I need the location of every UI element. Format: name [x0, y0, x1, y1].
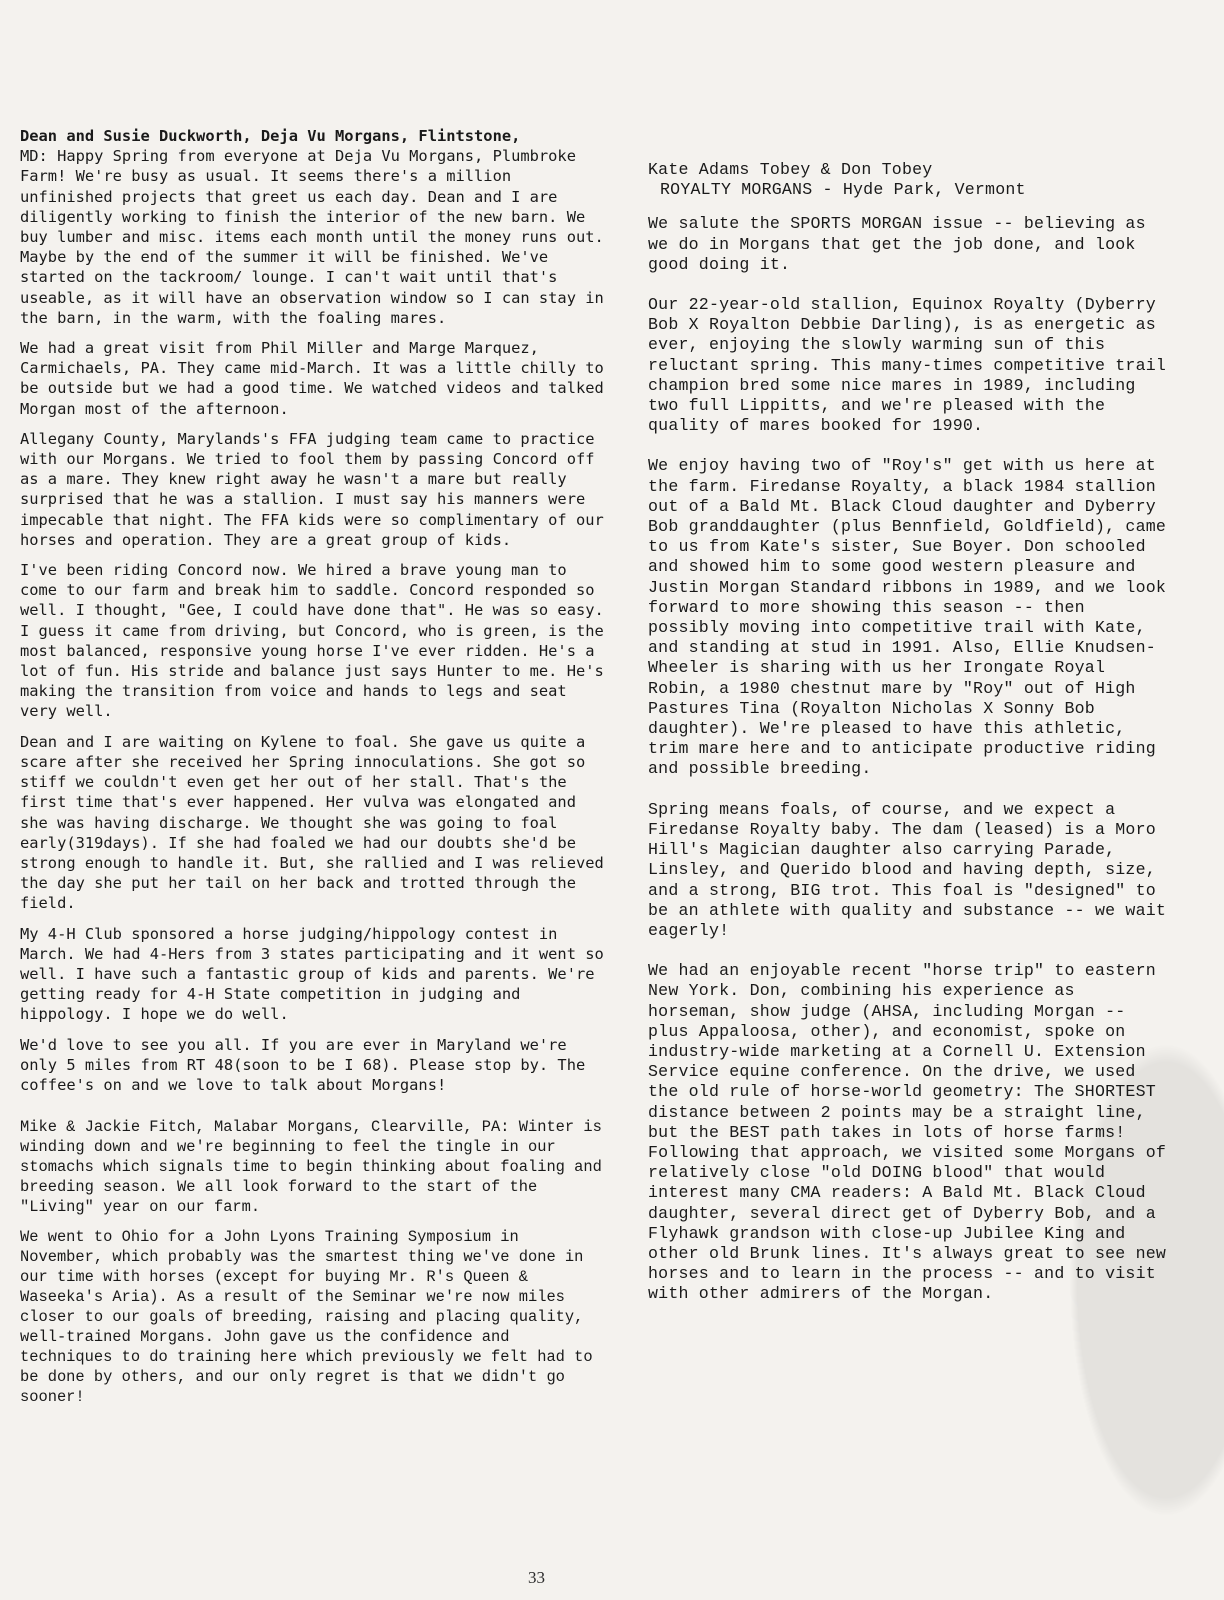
tobey-paragraph-2: Our 22-year-old stallion, Equinox Royalty (Dyberry Bob X Royalton Debbie Darling), is as energetic as ever, enjoying the slowly warming sun of this reluctant spring. This many-times competitive trail champion bred some nice mares in 1989, including two full Lippitts, and we're pleased with the quality of mares booked for 1990. — [648, 295, 1167, 436]
tobey-paragraph-5: We had an enjoyable recent "horse trip" to eastern New York. Don, combining his experience as horseman, show judge (AHSA, including Morgan -- plus Appaloosa, other), and economist, spoke on industry-wide marketing at a Cornell U. Extension Service equine conference. On the drive, we used the old rule of horse-world geometry: The SHORTEST distance between 2 points may be a straight line, but the BEST path takes in lots of horse farms! Following that approach, we visited some Morgans of relatively close "old DOING blood" that would interest many CMA readers: A Bald Mt. Black Cloud daughter, several direct get of Dyberry Bob, and a Flyhawk grandson with close-up Jubilee King and other old Brunk lines. It's always great to see new horses and to learn in the process -- and to visit with other admirers of the Morgan. — [648, 961, 1167, 1304]
duckworth-paragraph-3: Allegany County, Marylands's FFA judging team came to practice with our Morgans. We tried to fool them by passing Concord off as a mare. They knew right away he wasn't a mare but really surprised that he was a stallion. I must say his manners were impecable that night. The FFA kids were so complimentary of our horses and operation. They are a great group of kids. — [20, 429, 604, 549]
tobey-paragraph-3: We enjoy having two of "Roy's" get with us here at the farm. Firedanse Royalty, a black 1984 stallion out of a Bald Mt. Black Cloud daughter and Dyberry Bob granddaughter (plus Bennfield, Goldfield), came to us from Kate's sister, Sue Boyer. Don schooled and showed him to some good western pleasure and Justin Morgan Standard ribbons in 1989, and we look forward to more showing this season -- then possibly moving into competitive trail with Kate, and standing at stud in 1991. Also, Ellie Knudsen-Wheeler is sharing with us her Irongate Royal Robin, a 1980 chestnut mare by "Roy" out of High Pastures Tina (Royalton Nicholas X Sonny Bob daughter). We're pleased to have this athletic, trim mare here and to anticipate productive riding and possible breeding. — [648, 456, 1167, 779]
page-number: 33 — [528, 1568, 545, 1587]
duckworth-paragraph-4: I've been riding Concord now. We hired a brave young man to come to our farm and break him to saddle. Concord responded so well. I thought, "Gee, I could have done that". He was so easy. I guess it came from driving, but Concord, who is green, is the most balanced, responsive young horse I've ever ridden. He's a lot of fun. His stride and balance just says Hunter to me. He's making the transition from voice and hands to legs and seat very well. — [20, 561, 604, 721]
tobey-header — [648, 160, 1168, 200]
fitch-paragraph-2: We went to Ohio for a John Lyons Training Symposium in November, which probably was the smartest thing we've done in our time with horses (except for buying Mr. R's Queen & Waseeka's Aria). As a result of the Seminar we're now miles closer to our goals of breeding, raising and placing quality, well-trained Morgans. John gave us the confidence and techniques to do training here which previously we felt had to be done by others, and our only regret is that we didn't go sooner! — [20, 1228, 593, 1407]
duckworth-paragraph-1: MD: Happy Spring from everyone at Deja Vu Morgans, Plumbroke Farm! We're busy as usual. It seems there's a million unfinished projects that greet us each day. Dean and I are diligently working to finish the interior of the new barn. We buy lumber and misc. items each month until the money runs out. Maybe by the end of the summer it will be finished. We've started on the tackroom/ lounge. I can't wait until that's useable, as it will have an observation window so I can stay in the barn, in the warm, with the foaling mares. — [20, 147, 604, 327]
right-column — [648, 160, 1168, 1325]
duckworth-entry — [20, 126, 610, 1095]
fitch-paragraph-1: Mike & Jackie Fitch, Malabar Morgans, Clearville, PA: Winter is winding down and we're beginning to feel the tingle in our stomachs which signals time to begin thinking about foaling and breeding season. We all look forward to the start of the "Living" year on our farm. — [20, 1118, 602, 1217]
tobey-paragraph-4: Spring means foals, of course, and we expect a Firedanse Royalty baby. The dam (leased) is a Moro Hill's Magician daughter also carrying Parade, Linsley, and Querido blood and having depth, size, and a strong, BIG trot. This foal is "designed" to be an athlete with quality and substance -- we wait eagerly! — [648, 799, 1167, 940]
duckworth-paragraph-6: My 4-H Club sponsored a horse judging/hippology contest in March. We had 4-Hers from 3 states participating and it went so well. I have such a fantastic group of kids and parents. We're getting ready for 4-H State competition in judging and hippology. I hope we do well. — [20, 924, 604, 1024]
duckworth-paragraph-7: We'd love to see you all. If you are ever in Maryland we're only 5 miles from RT 48(soon to be I 68). Please stop by. The coffee's on and we love to talk about Morgans! — [20, 1035, 586, 1094]
tobey-farm: ROYALTY MORGANS - Hyde Park, Vermont — [660, 180, 1026, 200]
duckworth-heading: Dean and Susie Duckworth, Deja Vu Morgans, Flintstone, — [20, 127, 521, 145]
duckworth-paragraph-5: Dean and I are waiting on Kylene to foal. She gave us quite a scare after she received her Spring innoculations. She got so stiff we couldn't even get her out of her stall. That's the first time that's ever happened. Her vulva was elongated and she was having discharge. We thought she was going to foal early(319days). If she had foaled we had our doubts she'd be strong enough to handle it. But, she rallied and I was relieved the day she put her tail on her back and trotted through the field. — [20, 732, 604, 913]
tobey-names: Kate Adams Tobey & Don Tobey — [648, 160, 933, 179]
tobey-paragraph-1: We salute the SPORTS MORGAN issue -- believing as we do in Morgans that get the job done, and look good doing it. — [648, 214, 1146, 274]
duckworth-paragraph-2: We had a great visit from Phil Miller and Marge Marquez, Carmichaels, PA. They came mid-March. It was a little chilly to be outside but we had a good time. We watched videos and talked Morgan most of the afternoon. — [20, 339, 604, 418]
left-column — [20, 126, 610, 1417]
fitch-entry — [20, 1117, 610, 1407]
